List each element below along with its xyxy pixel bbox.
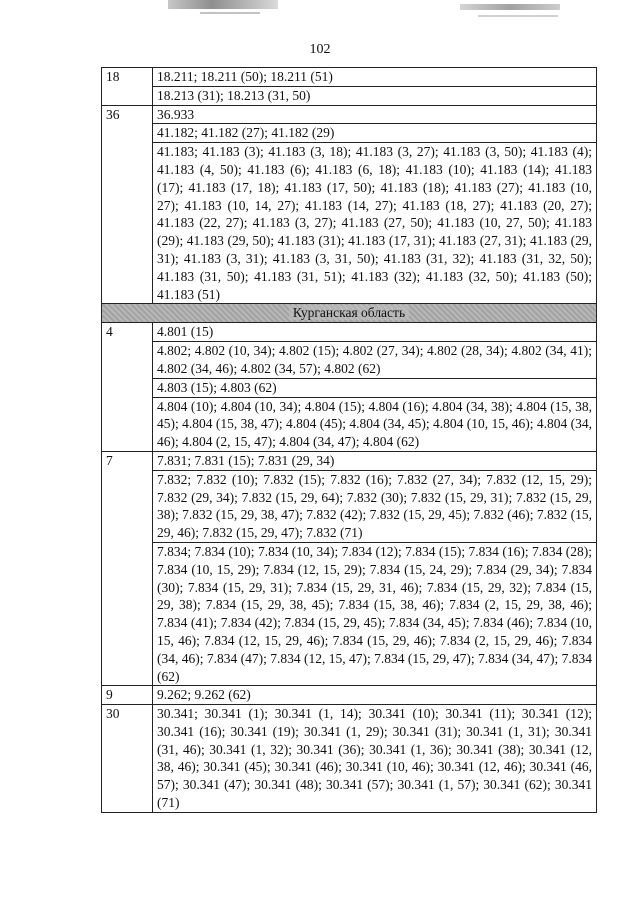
group-code: 36 bbox=[102, 105, 153, 304]
table-row bbox=[102, 542, 597, 685]
codes-entry: 9.262; 9.262 (62) bbox=[153, 686, 597, 705]
scan-artifact bbox=[200, 12, 260, 14]
codes-entry: 4.802; 4.802 (10, 34); 4.802 (15); 4.802 (27, 34); 4.802 (28, 34); 4.802 (34, 41); 4.802 (34, 46); 4.802 (34, 57); 4.802 (62) bbox=[153, 342, 597, 379]
table-row bbox=[102, 451, 597, 470]
region-header bbox=[102, 304, 597, 323]
codes-table bbox=[101, 67, 597, 813]
group-code: 7 bbox=[102, 451, 153, 685]
codes-entry: 30.341; 30.341 (1); 30.341 (1, 14); 30.341 (10); 30.341 (11); 30.341 (12); 30.341 (16); 30.341 (19); 30.341 (1, 29); 30.341 (31); 30.341 (1, 31); 30.341 (31, 46); 30.341 (1, 32); 30.341 (36); 30.341 (1, 36); 30.341 (38); 30.341 (12, 38, 46); 30.341 (45); 30.341 (46); 30.341 (10, 46); 30.341 (12, 46); 30.341 (46, 57); 30.341 (47); 30.341 (48); 30.341 (57); 30.341 (1, 57); 30.341 (62); 30.341 (71) bbox=[153, 705, 597, 813]
table-row bbox=[102, 397, 597, 451]
codes-entry: 4.803 (15); 4.803 (62) bbox=[153, 378, 597, 397]
table-row bbox=[102, 705, 597, 813]
codes-entry: 7.831; 7.831 (15); 7.831 (29, 34) bbox=[153, 451, 597, 470]
codes-entry: 36.933 bbox=[153, 105, 597, 124]
codes-entry: 4.804 (10); 4.804 (10, 34); 4.804 (15); 4.804 (16); 4.804 (34, 38); 4.804 (15, 38, 45); 4.804 (15, 38, 47); 4.804 (45); 4.804 (34, 45); 4.804 (10, 15, 46); 4.804 (34, 46); 4.804 (2, 15, 47); 4.804 (34, 47); 4.804 (62) bbox=[153, 397, 597, 451]
table-row bbox=[102, 105, 597, 124]
group-code: 30 bbox=[102, 705, 153, 813]
scan-artifact bbox=[460, 4, 560, 10]
table-row bbox=[102, 124, 597, 143]
codes-entry: 18.213 (31); 18.213 (31, 50) bbox=[153, 86, 597, 105]
codes-entry: 41.183; 41.183 (3); 41.183 (3, 18); 41.183 (3, 27); 41.183 (3, 50); 41.183 (4); 41.183 (4, 50); 41.183 (6); 41.183 (6, 18); 41.183 (10); 41.183 (14); 41.183 (17); 41.183 (17, 18); 41.183 (17, 50); 41.183 (18); 41.183 (27); 41.183 (10, 27); 41.183 (10, 14, 27); 41.183 (14, 27); 41.183 (18, 27); 41.183 (20, 27); 41.183 (22, 27); 41.183 (3, 27); 41.183 (27, 50); 41.183 (10, 27, 50); 41.183 (29); 41.183 (29, 50); 41.183 (31); 41.183 (17, 31); 41.183 (27, 31); 41.183 (29, 31); 41.183 (3, 31); 41.183 (3, 31, 50); 41.183 (31, 32); 41.183 (31, 32, 50); 41.183 (31, 50); 41.183 (31, 51); 41.183 (32); 41.183 (32, 50); 41.183 (50); 41.183 (51) bbox=[153, 143, 597, 304]
table-row bbox=[102, 323, 597, 342]
group-code: 4 bbox=[102, 323, 153, 452]
table-row bbox=[102, 143, 597, 304]
table-row bbox=[102, 470, 597, 542]
codes-entry: 18.211; 18.211 (50); 18.211 (51) bbox=[153, 68, 597, 87]
scan-artifact bbox=[478, 15, 558, 17]
codes-entry: 7.832; 7.832 (10); 7.832 (15); 7.832 (16); 7.832 (27, 34); 7.832 (12, 15, 29); 7.832 (29, 34); 7.832 (15, 29, 64); 7.832 (30); 7.832 (15, 29, 31); 7.832 (15, 29, 38); 7.832 (15, 29, 38, 47); 7.832 (42); 7.832 (15, 29, 45); 7.832 (46); 7.832 (15, 29, 46); 7.832 (15, 29, 47); 7.832 (71) bbox=[153, 470, 597, 542]
region-title: Курганская область bbox=[289, 305, 409, 320]
codes-entry: 7.834; 7.834 (10); 7.834 (10, 34); 7.834 (12); 7.834 (15); 7.834 (16); 7.834 (28); 7.834 (10, 15, 29); 7.834 (12, 15, 29); 7.834 (15, 24, 29); 7.834 (29, 34); 7.834 (30); 7.834 (15, 29, 31); 7.834 (15, 29, 31, 46); 7.834 (15, 29, 32); 7.834 (15, 29, 38); 7.834 (15, 29, 38, 45); 7.834 (15, 38, 46); 7.834 (2, 15, 29, 38, 46); 7.834 (41); 7.834 (42); 7.834 (15, 29, 45); 7.834 (34, 45); 7.834 (46); 7.834 (10, 15, 46); 7.834 (12, 15, 29, 46); 7.834 (15, 29, 46); 7.834 (2, 15, 29, 46); 7.834 (34, 46); 7.834 (47); 7.834 (12, 15, 47); 7.834 (15, 29, 47); 7.834 (34, 47); 7.834 (62) bbox=[153, 542, 597, 685]
codes-entry: 4.801 (15) bbox=[153, 323, 597, 342]
group-code: 18 bbox=[102, 68, 153, 106]
table-row bbox=[102, 686, 597, 705]
group-code: 9 bbox=[102, 686, 153, 705]
table-row bbox=[102, 68, 597, 87]
region-header-row bbox=[102, 304, 597, 323]
scan-artifact bbox=[168, 0, 278, 9]
table-row bbox=[102, 342, 597, 379]
table-row bbox=[102, 86, 597, 105]
page-number: 102 bbox=[309, 42, 331, 57]
table-row bbox=[102, 378, 597, 397]
codes-entry: 41.182; 41.182 (27); 41.182 (29) bbox=[153, 124, 597, 143]
